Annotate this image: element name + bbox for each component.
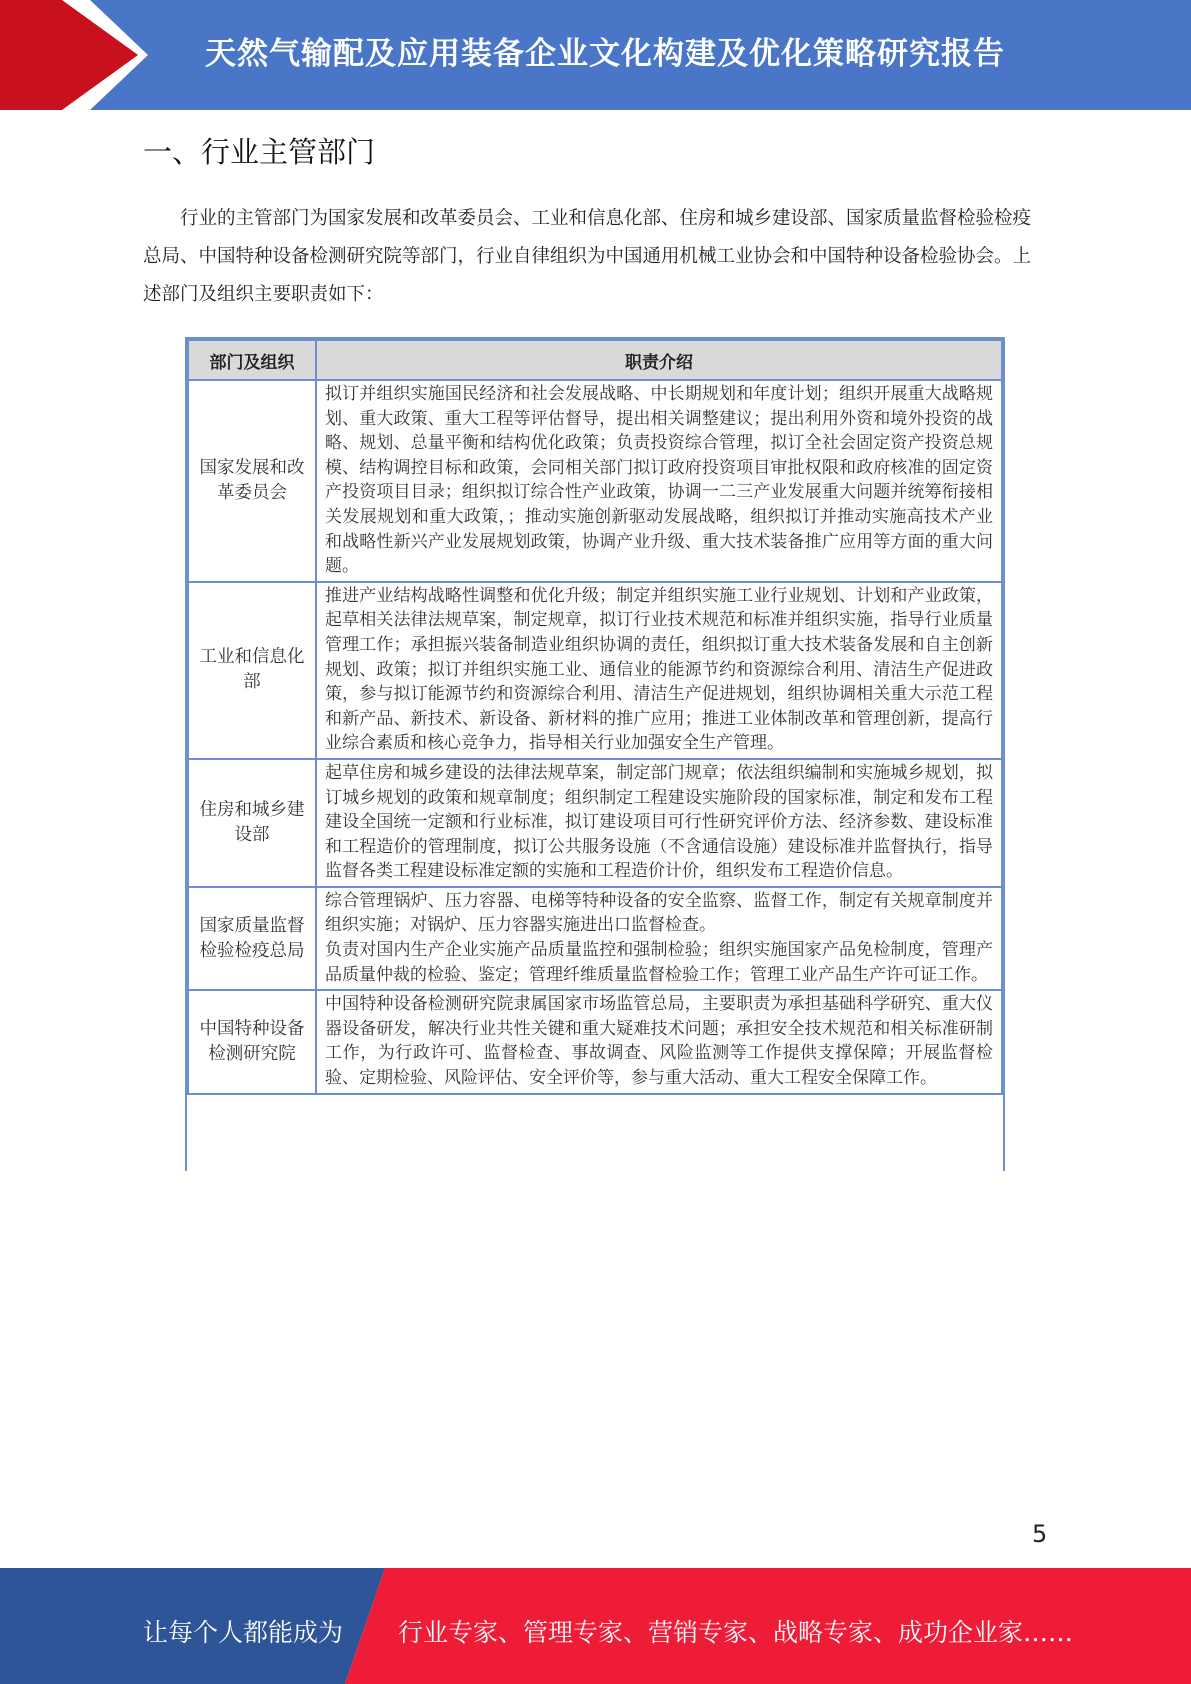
duty-paragraph: 中国特种设备检测研究院隶属国家市场监管总局，主要职责为承担基础科学研究、重大仪器设备研发，解决行业共性关键和重大疑难技术问题；承担安全技术规范和相关标准研制工作，为行政许可、监督检查、事故调查、风险监测等工作提供支撑保障；开展监督检验、定期检验、风险评估、安全评价等，参与重大活动、重大工程安全保障工作。 xyxy=(325,994,993,1089)
header-arrow-decoration xyxy=(0,0,200,110)
table-row xyxy=(188,380,1002,582)
section-heading: 一、行业主管部门 xyxy=(143,135,376,169)
org-duties xyxy=(316,887,1002,990)
page-number: 5 xyxy=(1032,1520,1048,1548)
intro-paragraph: 行业的主管部门为国家发展和改革委员会、工业和信息化部、住房和城乡建设部、国家质量监督检验检疫总局、中国特种设备检测研究院等部门，行业自律组织为中国通用机械工业协会和中国特种设备检验协会。上述部门及组织主要职责如下： xyxy=(143,208,1032,305)
table-row xyxy=(188,759,1002,887)
duties-table-container xyxy=(185,337,1005,1171)
table-row xyxy=(188,990,1002,1093)
org-name: 中国特种设备检测研究院 xyxy=(188,990,316,1093)
header-banner xyxy=(0,0,1191,110)
org-name: 国家质量监督检验检疫总局 xyxy=(188,887,316,990)
footer-slogan-right: 行业专家、管理专家、营销专家、战略专家、成功企业家…… xyxy=(398,1618,1074,1647)
org-name: 住房和城乡建设部 xyxy=(188,759,316,887)
duty-paragraph: 综合管理锅炉、压力容器、电梯等特种设备的安全监察、监督工作，制定有关规章制度并组织实施；对锅炉、压力容器实施进出口监督检查。 xyxy=(325,890,993,936)
table-header-row xyxy=(188,340,1002,380)
table-header-org: 部门及组织 xyxy=(188,340,316,380)
duties-table xyxy=(187,339,1003,1095)
table-row xyxy=(188,887,1002,990)
duty-paragraph: 拟订并组织实施国民经济和社会发展战略、中长期规划和年度计划；组织开展重大战略规划、重大政策、重大工程等评估督导，提出相关调整建议；提出利用外资和境外投资的战略、规划、总量平衡和结构优化政策；负责投资综合管理，拟订全社会固定资产投资总规模、结构调控目标和政策，会同相关部门拟订政府投资项目审批权限和政府核准的固定资产投资项目目录；组织拟订综合性产业政策，协调一二三产业发展重大问题并统筹衔接相关发展规划和重大政策，；推动实施创新驱动发展战略，组织拟订并推动实施高技术产业和战略性新兴产业发展规划政策，协调产业升级、重大技术装备推广应用等方面的重大问题。 xyxy=(325,384,993,577)
report-title: 天然气输配及应用装备企业文化构建及优化策略研究报告 xyxy=(205,36,1005,72)
duty-paragraph: 起草住房和城乡建设的法律法规草案，制定部门规章；依法组织编制和实施城乡规划，拟订城乡规划的政策和规章制度；组织制定工程建设实施阶段的国家标准，制定和发布工程建设全国统一定额和行业标准，拟订建设项目可行性研究评价方法、经济参数、建设标准和工程造价的管理制度，拟订公共服务设施（不含通信设施）建设标准并监督执行，指导监督各类工程建设标准定额的实施和工程造价计价，组织发布工程造价信息。 xyxy=(325,762,993,882)
org-name: 工业和信息化部 xyxy=(188,582,316,759)
org-name: 国家发展和改革委员会 xyxy=(188,380,316,582)
table-header-duties: 职责介绍 xyxy=(316,340,1002,380)
footer-banner xyxy=(0,1568,1191,1684)
org-duties xyxy=(316,759,1002,887)
org-duties xyxy=(316,582,1002,759)
table-row xyxy=(188,582,1002,759)
org-duties xyxy=(316,380,1002,582)
duty-paragraph: 推进产业结构战略性调整和优化升级；制定并组织实施工业行业规划、计划和产业政策，起草相关法律法规草案，制定规章，拟订行业技术规范和标准并组织实施，指导行业质量管理工作；承担振兴装备制造业组织协调的责任，组织拟订重大技术装备发展和自主创新规划、政策；拟订并组织实施工业、通信业的能源节约和资源综合利用、清洁生产促进政策，参与拟订能源节约和资源综合利用、清洁生产促进规划，组织协调相关重大示范工程和新产品、新技术、新设备、新材料的推广应用；推进工业体制改革和管理创新，提高行业综合素质和核心竞争力，指导相关行业加强安全生产管理。 xyxy=(325,585,993,754)
footer-slogan-left: 让每个人都能成为 xyxy=(143,1618,344,1647)
duty-paragraph: 负责对国内生产企业实施产品质量监控和强制检验；组织实施国家产品免检制度，管理产品质量仲裁的检验、鉴定；管理纤维质量监督检验工作；管理工业产品生产许可证工作。 xyxy=(325,940,993,985)
org-duties xyxy=(316,990,1002,1093)
